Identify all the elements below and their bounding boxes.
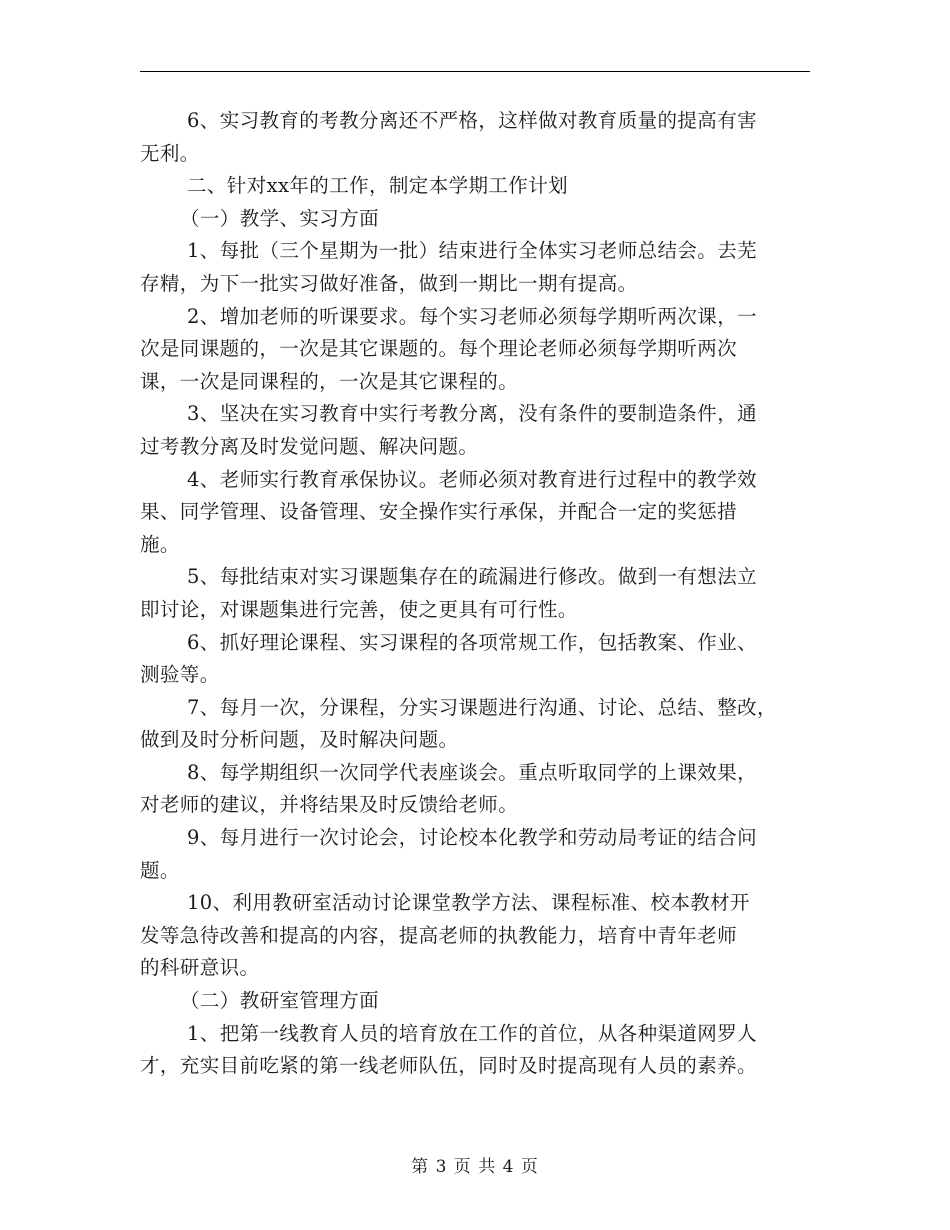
paragraph-line: 施。 xyxy=(140,532,180,556)
paragraph-line: 5、每批结束对实习课题集存在的疏漏进行修改。做到一有想法立 xyxy=(187,565,758,589)
document-body xyxy=(140,105,820,1083)
paragraph-line: 无利。 xyxy=(140,141,200,165)
paragraph-line: 对老师的建议，并将结果及时反馈给老师。 xyxy=(140,793,519,817)
section-heading: 二、针对xx年的工作，制定本学期工作计划 xyxy=(187,174,568,198)
paragraph-line: 果、同学管理、设备管理、安全操作实行承保，并配合一定的奖惩措 xyxy=(140,500,738,524)
paragraph-line: 题。 xyxy=(140,858,180,882)
paragraph-line: 10、利用教研室活动讨论课堂教学方法、课程标准、校本教材开 xyxy=(187,891,750,915)
paragraph-line: 次是同课题的，一次是其它课题的。每个理论老师必须每学期听两次 xyxy=(140,337,738,361)
paragraph-line: 才，充实目前吃紧的第一线老师队伍，同时及时提高现有人员的素养。 xyxy=(140,1054,757,1078)
header-rule xyxy=(140,71,810,72)
page-number-footer: 第 3 页 共 4 页 xyxy=(411,1157,539,1177)
paragraph-line: 发等急待改善和提高的内容，提高老师的执教能力，培育中青年老师 xyxy=(140,923,738,947)
paragraph-line: 1、把第一线教育人员的培育放在工作的首位，从各种渠道网罗人 xyxy=(187,1021,758,1045)
paragraph-line: 过考教分离及时发觉问题、解决问题。 xyxy=(140,434,479,458)
paragraph-line: 9、每月进行一次讨论会，讨论校本化教学和劳动局考证的结合问 xyxy=(187,826,758,850)
paragraph-line: 4、老师实行教育承保协议。老师必须对教育进行过程中的教学效 xyxy=(187,467,758,491)
paragraph-line: 的科研意识。 xyxy=(140,956,260,980)
paragraph-line: 做到及时分析问题，及时解决问题。 xyxy=(140,728,459,752)
paragraph-line: 课，一次是同课程的，一次是其它课程的。 xyxy=(140,369,519,393)
paragraph-line: 2、增加老师的听课要求。每个实习老师必须每学期听两次课，一 xyxy=(187,304,758,328)
paragraph-line: 存精，为下一批实习做好准备，做到一期比一期有提高。 xyxy=(140,271,638,295)
paragraph-line: 8、每学期组织一次同学代表座谈会。重点听取同学的上课效果， xyxy=(187,760,758,784)
paragraph-line: 1、每批（三个星期为一批）结束进行全体实习老师总结会。去芜 xyxy=(187,239,758,263)
subsection-heading: （二）教研室管理方面 xyxy=(180,989,380,1013)
paragraph-line: 7、每月一次，分课程，分实习课题进行沟通、讨论、总结、整改， xyxy=(187,695,777,719)
paragraph-line: 测验等。 xyxy=(140,663,220,687)
subsection-heading: （一）教学、实习方面 xyxy=(180,206,380,230)
paragraph-line: 6、抓好理论课程、实习课程的各项常规工作，包括教案、作业、 xyxy=(187,630,758,654)
paragraph-line: 即讨论，对课题集进行完善，使之更具有可行性。 xyxy=(140,597,578,621)
paragraph-line: 6、实习教育的考教分离还不严格，这样做对教育质量的提高有害 xyxy=(187,109,758,132)
paragraph-line: 3、坚决在实习教育中实行考教分离，没有条件的要制造条件，通 xyxy=(187,402,758,426)
